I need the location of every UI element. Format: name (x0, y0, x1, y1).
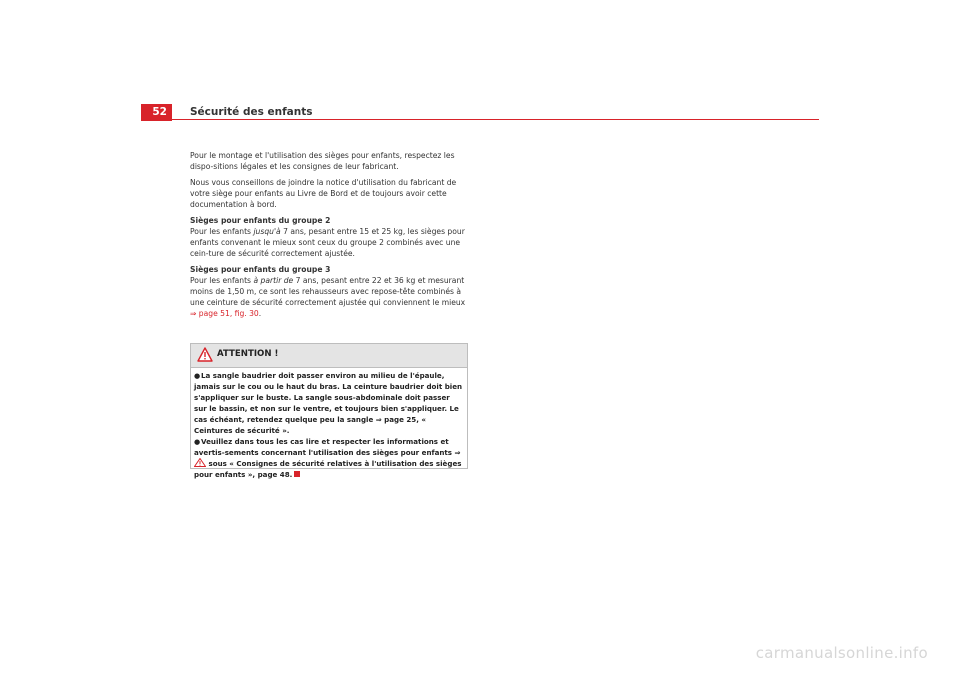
paragraph-legal: Pour le montage et l'utilisation des sièges pour enfants, respectez les dispo-sitions légales et les consignes de leur fabricant. (190, 151, 455, 171)
page-reference-link[interactable]: page 51, fig. 30 (196, 309, 259, 318)
end-of-section-icon (294, 471, 300, 477)
group2-text: Pour les enfants jusqu'à 7 ans, pesant entre 15 et 25 kg, les sièges pour enfants convenant le mieux sont ceux du groupe 2 combinés avec une cein-ture de sécurité correctement ajustée. (190, 227, 465, 258)
page-title: Sécurité des enfants (190, 106, 313, 118)
body-text (190, 150, 470, 324)
paragraph-manual: Nous vous conseillons de joindre la notice d'utilisation du fabricant de votre siège pour enfants au Livre de Bord et de toujours avoir cette documentation à bord. (190, 178, 457, 209)
bullet-icon: ● (194, 371, 201, 380)
page-number: 52 (141, 104, 172, 121)
group2-heading: Sièges pour enfants du groupe 2 (190, 216, 331, 225)
warning-box (190, 343, 468, 479)
warning-triangle-icon (194, 458, 206, 467)
warning-body (191, 368, 467, 480)
watermark: carmanualsonline.info (755, 644, 928, 662)
page-reference-arrow: ⇒ (190, 309, 197, 318)
group3-text: Pour les enfants à partir de 7 ans, pesant entre 22 et 36 kg et mesurant moins de 1,50 m, ce sont les rehausseurs avec repose-tête combinés à une ceinture de sécurité correctement ajustée qui conviennent le mieux ⇒ page 51, fig. 30. (190, 276, 466, 318)
warning-title: ATTENTION ! (217, 349, 279, 359)
warning-triangle-icon (197, 347, 213, 362)
warning-item: ●La sangle baudrier doit passer environ au milieu de l'épaule, jamais sur le cou ou le haut du bras. La ceinture baudrier doit bien s'appliquer sur le buste. La sangle sous-abdominale doit passer sur le bassin, et non sur le ventre, et toujours bien s'appliquer. Le cas échéant, retendez quelque peu la sangle ⇒ page 25, « Ceintures de sécurité ». (194, 371, 463, 435)
warning-item: ●Veuillez dans tous les cas lire et respecter les informations et avertis-sements concernant l'utilisation des sièges pour enfants ⇒ sous « Consignes de sécurité relatives à l'utilisation des sièges pour enfants », page 48. (194, 437, 462, 479)
bullet-icon: ● (194, 437, 201, 446)
warning-header (191, 344, 467, 368)
header-rule (172, 119, 819, 120)
group3-heading: Sièges pour enfants du groupe 3 (190, 265, 331, 274)
